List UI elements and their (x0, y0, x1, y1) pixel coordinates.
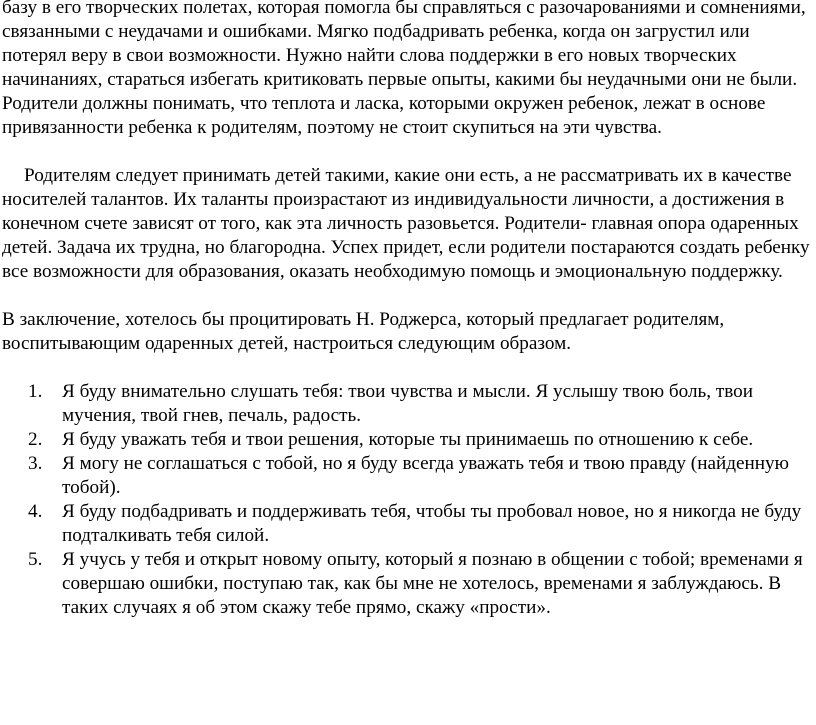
list-item-number: 3. (28, 453, 43, 474)
list-item-number: 1. (28, 381, 43, 402)
list-item (0, 548, 812, 620)
paragraph-spacer (0, 356, 812, 380)
paragraph-spacer (0, 284, 812, 308)
list-item (0, 452, 812, 500)
list-item (0, 428, 812, 452)
list-item-text: Я буду уважать тебя и твои решения, которые ты принимаешь по отношению к себе. (62, 429, 754, 450)
list-item-number: 2. (28, 429, 43, 450)
list-item-text: Я могу не соглашаться с тобой, но я буду всегда уважать тебя и твою правду (найденную тобой). (62, 453, 789, 498)
paragraph-spacer (0, 140, 812, 164)
paragraph-accept-children: Родителям следует принимать детей такими, какие они есть, а не рассматривать их в качестве носителей талантов. Их таланты произрастают из индивидуальности личности, а достижения в конечном счете зависят от того, как эта личность разовьется. Родители- главная опора одаренных детей. Задача их трудна, но благородна. Успех придет, если родители постараются создать ребенку все возможности для образования, оказать необходимую помощь и эмоциональную поддержку. (2, 165, 810, 282)
paragraph-parental-support: базу в его творческих полетах, которая помогла бы справляться с разочарованиями и сомнениями, связанными с неудачами и ошибками. Мягко подбадривать ребенка, когда он загрустил или потерял веру в свои возможности. Нужно найти слова поддержки в его новых творческих начинаниях, стараться избегать критиковать первые опыты, какими бы неудачными они не были. Родители должны понимать, что теплота и ласка, которыми окружен ребенок, лежат в основе привязанности ребенка к родителям, поэтому не стоит скупиться на эти чувства. (2, 0, 806, 138)
rogers-principles-list (0, 380, 812, 620)
list-item (0, 380, 812, 428)
paragraph-conclusion: В заключение, хотелось бы процитировать Н. Роджерса, который предлагает родителям, воспитывающим одаренных детей, настроиться следующим образом. (2, 309, 725, 354)
list-item-number: 4. (28, 501, 43, 522)
list-item (0, 500, 812, 548)
list-item-number: 5. (28, 549, 43, 570)
list-item-text: Я учусь у тебя и открыт новому опыту, который я познаю в общении с тобой; временами я совершаю ошибки, поступаю так, как бы мне не хотелось, временами я заблуждаюсь. В таких случаях я об этом скажу тебе прямо, скажу «прости». (62, 549, 803, 618)
list-item-text: Я буду внимательно слушать тебя: твои чувства и мысли. Я услышу твою боль, твои мучения, твой гнев, печаль, радость. (62, 381, 754, 426)
list-item-text: Я буду подбадривать и поддерживать тебя, чтобы ты пробовал новое, но я никогда не буду подталкивать тебя силой. (62, 501, 802, 546)
